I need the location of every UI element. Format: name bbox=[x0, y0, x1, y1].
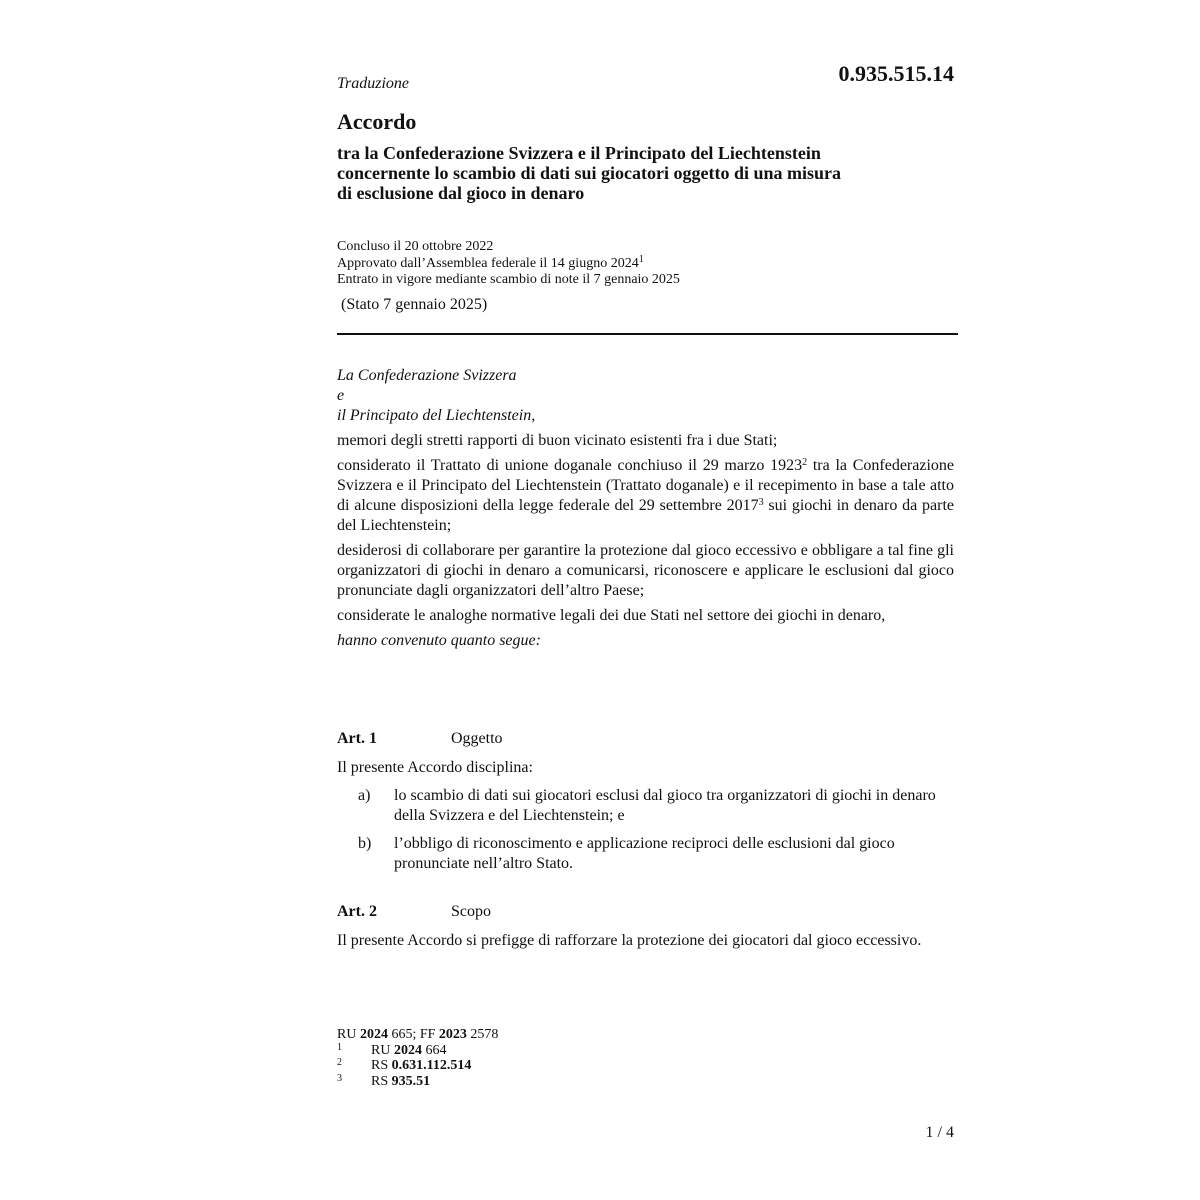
status-date: (Stato 7 gennaio 2025) bbox=[341, 296, 488, 313]
footnote-ref[interactable]: 3 bbox=[758, 497, 764, 508]
article-title: Oggetto bbox=[451, 730, 503, 747]
footnote bbox=[337, 1058, 498, 1074]
article-list bbox=[337, 786, 954, 874]
footnote-text: 935.51 bbox=[391, 1073, 431, 1089]
footnote-text: 664 bbox=[421, 1042, 447, 1058]
approved-date bbox=[337, 253, 680, 273]
subtitle-line: tra la Confederazione Svizzera e il Principato del Liechtenstein bbox=[337, 143, 821, 163]
subtitle-line: di esclusione dal gioco in denaro bbox=[337, 183, 585, 203]
footnote-ref[interactable]: 2 bbox=[802, 457, 808, 468]
preamble-paragraph: desiderosi di collaborare per garantire la protezione dal gioco eccessivo e obbligare a tal fine gli organizzatori di giochi in denaro a comunicarsi, riconoscere e applicare le esclusioni dal gioco pronunciate dagli organizzatori dell’altro Paese; bbox=[337, 542, 954, 599]
preamble-paragraph bbox=[337, 456, 954, 536]
subtitle-line: concernente lo scambio di dati sui giocatori oggetto di una misura bbox=[337, 163, 841, 183]
list-item-label: b) bbox=[358, 835, 372, 852]
footnote-text: RU bbox=[371, 1042, 394, 1058]
entry-into-force-date: Entrato in vigore mediante scambio di note il 7 gennaio 2025 bbox=[337, 272, 680, 287]
article-title: Scopo bbox=[451, 903, 491, 920]
document-page bbox=[337, 0, 957, 1200]
source-text: 665; FF bbox=[387, 1027, 439, 1042]
footnote-ref[interactable]: 1 bbox=[638, 253, 644, 265]
article-body bbox=[337, 758, 954, 882]
source-reference bbox=[337, 1027, 498, 1043]
preamble-paragraph: memori degli stretti rapporti di buon vicinato esistenti fra i due Stati; bbox=[337, 432, 778, 449]
list-item bbox=[337, 834, 954, 874]
header-divider bbox=[337, 333, 958, 335]
document-title: Accordo bbox=[337, 109, 417, 134]
article-number: Art. 2 bbox=[337, 903, 377, 920]
preamble bbox=[337, 366, 954, 651]
list-item-text: lo scambio di dati sui giocatori esclusi dal gioco tra organizzatori di giochi in denaro della Svizzera e del Liechtenstein; e bbox=[394, 787, 936, 824]
article-intro: Il presente Accordo disciplina: bbox=[337, 759, 533, 776]
article-body: Il presente Accordo si prefigge di rafforzare la protezione dei giocatori dal gioco eccessivo. bbox=[337, 932, 922, 949]
article-number: Art. 1 bbox=[337, 730, 377, 747]
sr-number: 0.935.515.14 bbox=[838, 61, 954, 86]
source-text: RU bbox=[337, 1027, 360, 1042]
footnote-text: 2024 bbox=[393, 1042, 422, 1058]
party-two: il Principato del Liechtenstein, bbox=[337, 407, 536, 424]
document-subtitle bbox=[337, 143, 937, 203]
footnote-text: RS bbox=[371, 1058, 392, 1073]
article-heading bbox=[337, 730, 503, 748]
footnote-number: 1 bbox=[337, 1041, 342, 1053]
concluded-date: Concluso il 20 ottobre 2022 bbox=[337, 239, 494, 254]
approved-text: Approvato dall’Assemblea federale il 14 giugno 2024 bbox=[337, 255, 639, 271]
source-text: 2024 bbox=[359, 1027, 388, 1042]
preamble-closing: hanno convenuto quanto segue: bbox=[337, 632, 541, 649]
party-conjunction: e bbox=[337, 387, 345, 404]
footnote-number: 2 bbox=[337, 1057, 342, 1068]
metadata-block bbox=[337, 239, 680, 289]
translation-label: Traduzione bbox=[337, 75, 410, 92]
footnote-text: RS bbox=[371, 1073, 392, 1089]
footnotes bbox=[337, 1027, 498, 1089]
preamble-text: considerato il Trattato di unione doganale conchiuso il 29 marzo 1923 bbox=[337, 457, 803, 474]
preamble-text: sui giochi in denaro da parte del Liechtenstein; bbox=[337, 497, 954, 534]
page-number: 1 / 4 bbox=[925, 1124, 954, 1141]
preamble-text: tra la Confederazione Svizzera e il Principato del Liechtenstein (Trattato doganale) e il recepimento in base a tale atto di alcune disposizioni della legge federale del 29 settembre 2017 bbox=[337, 457, 955, 514]
source-text: 2578 bbox=[466, 1027, 499, 1042]
party-one: La Confederazione Svizzera bbox=[337, 367, 517, 384]
footnote bbox=[337, 1074, 498, 1090]
list-item-label: a) bbox=[358, 787, 371, 804]
footnote-text: 0.631.112.514 bbox=[391, 1058, 472, 1073]
footnote bbox=[337, 1043, 498, 1059]
list-item bbox=[337, 786, 954, 826]
source-text: 2023 bbox=[438, 1027, 467, 1042]
preamble-paragraph: considerate le analoghe normative legali dei due Stati nel settore dei giochi in denaro, bbox=[337, 607, 886, 624]
footnote-number: 3 bbox=[337, 1072, 342, 1084]
article-heading bbox=[337, 903, 491, 921]
list-item-text: l’obbligo di riconoscimento e applicazione reciproci delle esclusioni dal gioco pronunciate nell’altro Stato. bbox=[394, 835, 895, 872]
